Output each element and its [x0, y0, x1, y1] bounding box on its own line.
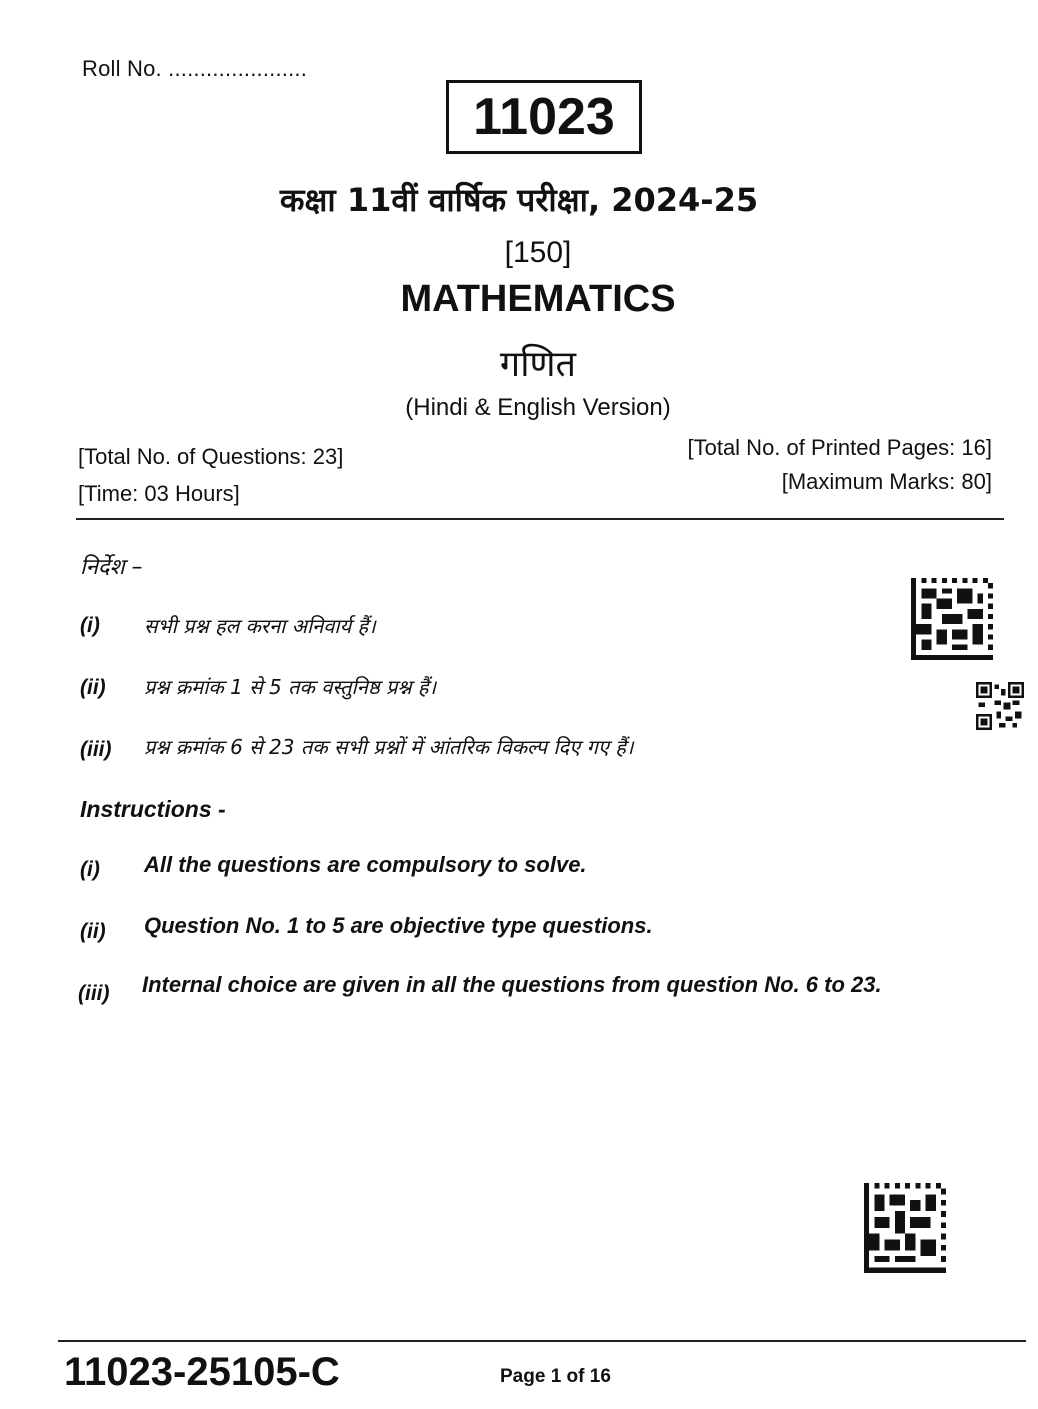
datamatrix-code-icon — [911, 578, 993, 660]
version-label: (Hindi & English Version) — [405, 394, 671, 421]
hindi-instruction-number: (iii) — [80, 738, 112, 761]
english-instruction-text: All the questions are compulsory to solve. — [144, 852, 587, 877]
english-instructions-heading: Instructions - — [80, 796, 226, 822]
english-instruction-number: (iii) — [78, 982, 110, 1005]
footer-divider — [58, 1340, 1026, 1342]
english-instruction-number: (i) — [80, 858, 100, 881]
hindi-instruction-text: प्रश्न क्रमांक 1 से 5 तक वस्तुनिष्ठ प्रश्न हैं। — [144, 675, 437, 699]
hindi-instruction-number: (ii) — [80, 676, 106, 699]
datamatrix-code-icon — [864, 1183, 946, 1273]
qr-code-icon — [975, 682, 1025, 730]
header-divider — [76, 518, 1004, 520]
hindi-instruction-text: प्रश्न क्रमांक 6 से 23 तक सभी प्रश्नों में आंतरिक विकल्प दिए गए हैं। — [144, 735, 634, 759]
exam-title: कक्षा 11वीं वार्षिक परीक्षा, 2024-25 — [279, 181, 759, 219]
english-instruction-text: Question No. 1 to 5 are objective type questions. — [144, 913, 653, 938]
hindi-instruction-number: (i) — [80, 614, 100, 637]
maximum-marks: [Maximum Marks: 80] — [781, 469, 992, 494]
english-instruction-number: (ii) — [80, 920, 106, 943]
paper-number: [150] — [504, 236, 572, 269]
paper-code-box: 11023 — [446, 80, 642, 154]
hindi-instruction-text: सभी प्रश्न हल करना अनिवार्य हैं। — [144, 614, 376, 638]
subject-title-hindi: गणित — [499, 344, 577, 385]
page-number: Page 1 of 16 — [500, 1366, 611, 1387]
time-allowed: [Time: 03 Hours] — [78, 481, 240, 506]
hindi-instructions-heading: निर्देश – — [80, 555, 143, 580]
english-instruction-text: Internal choice are given in all the questions from question No. 6 to 23. — [142, 972, 882, 997]
printed-pages: [Total No. of Printed Pages: 16] — [687, 435, 992, 460]
footer-paper-code: 11023-25105-C — [64, 1350, 340, 1394]
subject-title: MATHEMATICS — [400, 278, 676, 320]
total-questions: [Total No. of Questions: 23] — [78, 444, 344, 469]
roll-number-label: Roll No. ...................... — [82, 56, 308, 81]
